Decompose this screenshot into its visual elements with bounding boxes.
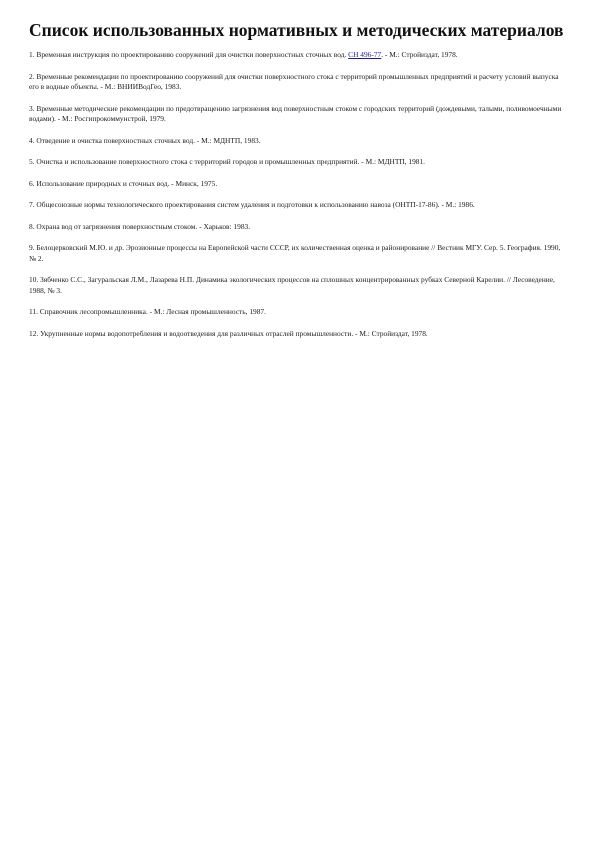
reference-item <box>29 243 566 264</box>
reference-text: 11. Справочник лесопромышленника. - М.: Лесная промышленность, 1987. <box>29 307 266 316</box>
reference-text: 9. Белоцерковский М.Ю. и др. Эрозионные процессы на Европейской части СССР, их количественная оценка и районирование // Вестник МГУ. Сер. 5. География. 1990, № 2. <box>29 243 561 263</box>
page-title: Список использованных нормативных и методических материалов <box>29 20 564 40</box>
reference-text: 1. Временная инструкция по проектированию сооружений для очистки поверхностных сточных вод. <box>29 50 349 59</box>
reference-text-tail: . - М.: Стройиздат, 1978. <box>381 50 458 59</box>
reference-link[interactable]: СН 496-77 <box>348 50 382 59</box>
reference-text: 2. Временные рекомендации по проектированию сооружений для очистки поверхностного стока с территорий промышленных предприятий и расчету условий выпуска его в водные объекты. - М.: ВНИИВодГео, 1983. <box>29 71 559 91</box>
reference-item <box>29 50 566 61</box>
reference-item <box>29 72 566 93</box>
reference-item <box>29 307 566 318</box>
references-list <box>29 50 566 339</box>
reference-text: 5. Очистка и использование поверхностного стока с территорий городов и промышленных предприятий. - М.: МДНТП, 1981. <box>29 157 426 166</box>
reference-text: 4. Отведение и очистка поверхностных сточных вод. - М.: МДНТП, 1983. <box>29 135 261 145</box>
reference-item <box>29 329 566 340</box>
reference-text: 7. Общесоюзные нормы технологического проектирования систем удаления и подготовки к использованию навоза (ОНТП-17-86). - М.: 1986. <box>29 200 475 209</box>
reference-text: 8. Охрана вод от загрязнения поверхностным стоком. - Харьков: 1983. <box>29 221 251 231</box>
reference-item <box>29 179 566 190</box>
reference-text: 12. Укрупненные нормы водопотребления и водоотведения для различных отраслей промышленности. - М.: Стройиздат, 1978. <box>29 328 428 338</box>
reference-item <box>29 136 566 147</box>
reference-item <box>29 157 566 168</box>
reference-item <box>29 200 566 211</box>
document-page <box>29 20 566 350</box>
reference-item <box>29 104 566 125</box>
reference-item <box>29 222 566 233</box>
reference-text: 3. Временные методические рекомендации по предотвращению загрязнения вод поверхностным стоком с городских территорий (дождевыми, талыми, поливомоечными водами). - М.: Росгипрокоммунстрой, 1979. <box>29 103 562 123</box>
reference-text: 10. Зябченко С.С., Загуральская Л.М., Лазарева Н.П. Динамика экологических процессов на сплошных концентрированных рубках Северной Карелии. // Лесоведение, 1988, № 3. <box>29 275 555 295</box>
reference-item <box>29 275 566 296</box>
reference-text: 6. Использование природных и сточных вод. - Минск, 1975. <box>29 178 218 188</box>
